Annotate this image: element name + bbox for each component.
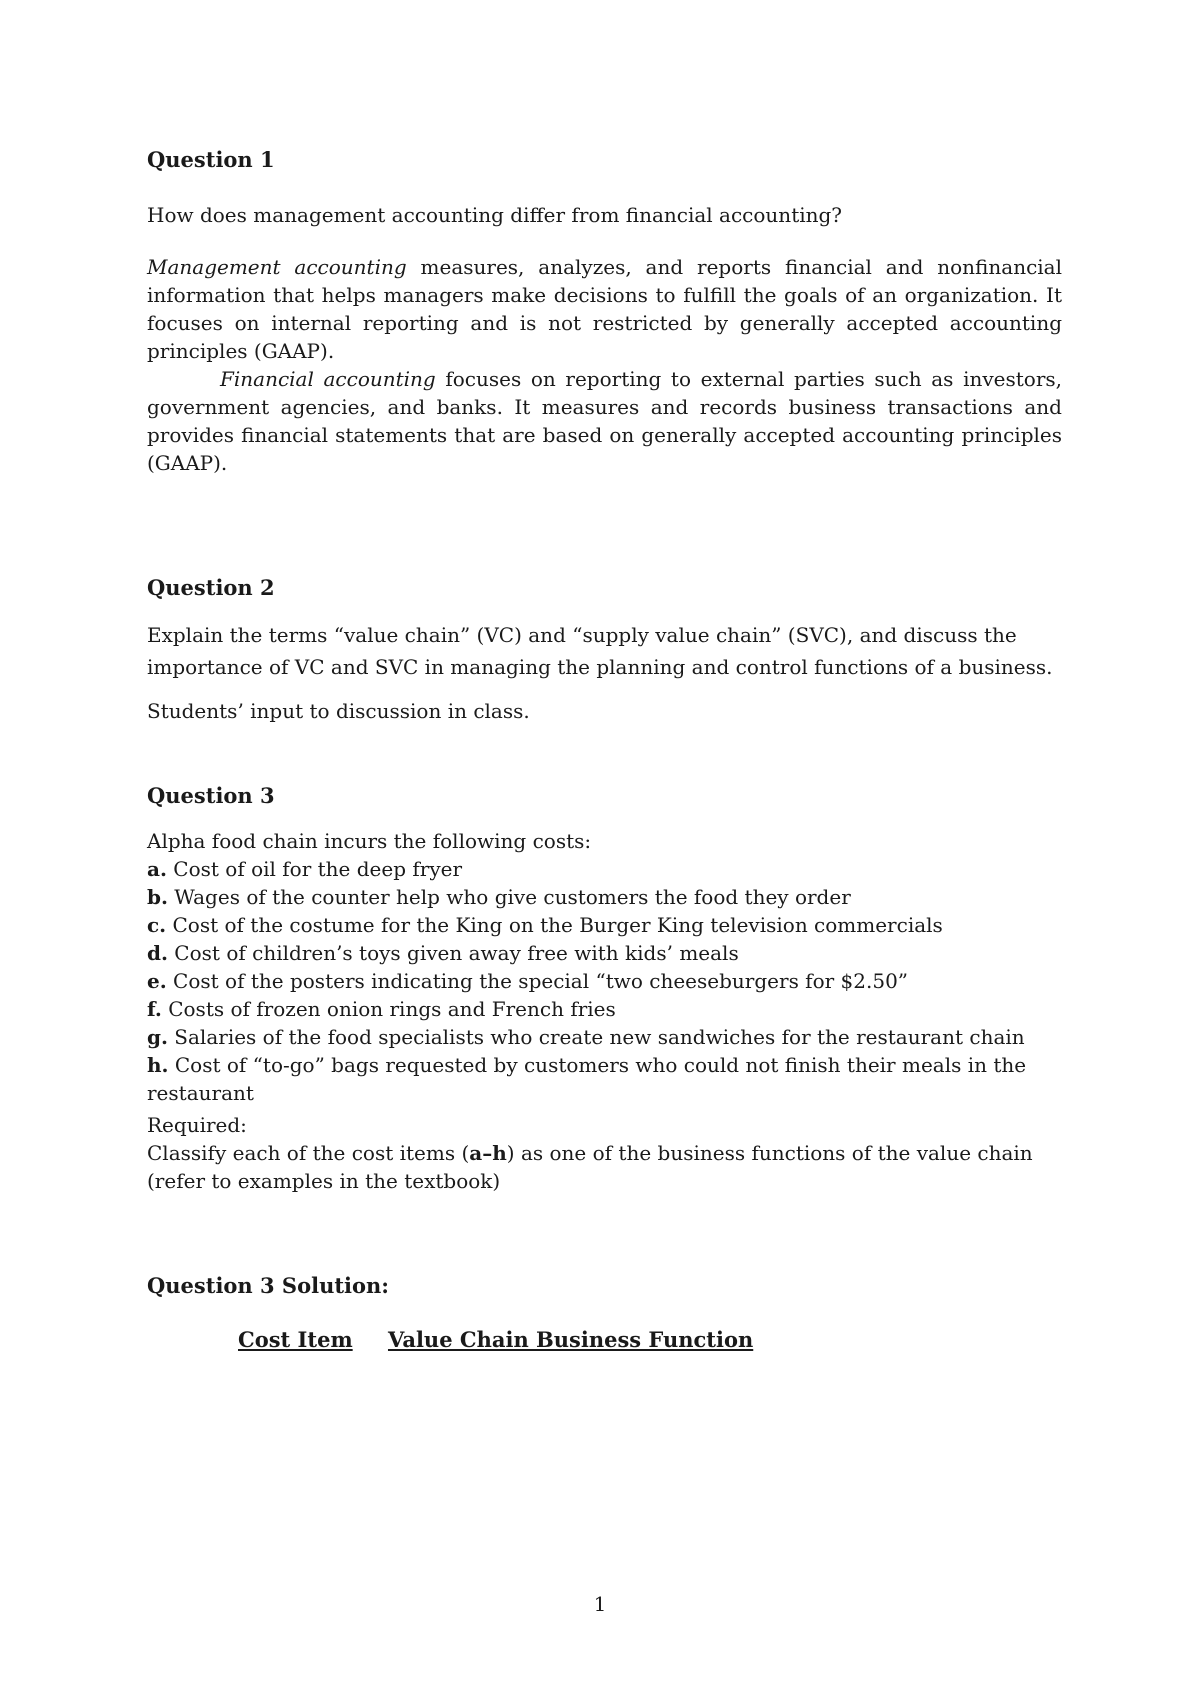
cost-item-text: Cost of oil for the deep fryer bbox=[166, 857, 463, 881]
cost-item-letter: d. bbox=[147, 941, 168, 965]
question-2-text: Explain the terms “value chain” (VC) and “supply value chain” (SVC), and discuss the importance of VC and SVC in managing the planning and control functions of a business. bbox=[147, 623, 1053, 679]
cost-item bbox=[147, 1023, 1062, 1051]
cost-item bbox=[147, 967, 1062, 995]
cost-item bbox=[147, 939, 1062, 967]
question-1-answer-financial bbox=[147, 365, 1062, 477]
question-2-answer: Students’ input to discussion in class. bbox=[147, 699, 530, 723]
column-header-cost-item: Cost Item bbox=[238, 1327, 353, 1352]
required-instruction bbox=[147, 1139, 1062, 1195]
financial-accounting-definition: focuses on reporting to external parties such as investors, government agencies, and banks. It measures and records business transactions and provides financial statements that are based on generally accepted accounting principles (GAAP). bbox=[147, 367, 1062, 475]
management-accounting-definition: measures, analyzes, and reports financial and nonfinancial information that helps managers make decisions to fulfill the goals of an organization. It focuses on internal reporting and is not restricted by generally accepted accounting principles (GAAP). bbox=[147, 255, 1062, 363]
solution-heading: Question 3 Solution: bbox=[147, 1273, 390, 1298]
required-label: Required: bbox=[147, 1113, 247, 1137]
cost-item-letter: b. bbox=[147, 885, 168, 909]
cost-item-letter: a. bbox=[147, 857, 167, 881]
cost-item-text: Costs of frozen onion rings and French fries bbox=[161, 997, 616, 1021]
question-1-text: How does management accounting differ from financial accounting? bbox=[147, 203, 843, 227]
cost-item-letter: h. bbox=[147, 1053, 169, 1077]
term-management-accounting: Management accounting bbox=[147, 255, 407, 279]
cost-items-list bbox=[147, 855, 1062, 1107]
cost-item bbox=[147, 883, 1062, 911]
cost-item bbox=[147, 855, 1062, 883]
cost-item bbox=[147, 1051, 1062, 1107]
cost-item-text: Cost of children’s toys given away free with kids’ meals bbox=[167, 941, 739, 965]
cost-item-letter: c. bbox=[147, 913, 167, 937]
cost-item-text: Cost of the posters indicating the special “two cheeseburgers for $2.50” bbox=[166, 969, 909, 993]
cost-item-text: Salaries of the food specialists who create new sandwiches for the restaurant chain bbox=[167, 1025, 1025, 1049]
cost-item-letter: e. bbox=[147, 969, 167, 993]
required-text-post: ) as one of the business functions of the value chain (refer to examples in the textbook) bbox=[147, 1141, 1033, 1193]
cost-item bbox=[147, 995, 1062, 1023]
cost-item-letter: f. bbox=[147, 997, 162, 1021]
cost-item-text: Cost of the costume for the King on the Burger King television commercials bbox=[166, 913, 943, 937]
cost-item-text: Wages of the counter help who give customers the food they order bbox=[167, 885, 851, 909]
solution-table-header bbox=[147, 1325, 1062, 1355]
question-3-intro: Alpha food chain incurs the following costs: bbox=[147, 829, 592, 853]
cost-item bbox=[147, 911, 1062, 939]
question-3-heading: Question 3 bbox=[147, 783, 275, 808]
required-range: a–h bbox=[469, 1141, 507, 1165]
cost-item-text: Cost of “to-go” bags requested by customers who could not finish their meals in the restaurant bbox=[147, 1053, 1027, 1105]
page-number: 1 bbox=[593, 1592, 607, 1616]
term-financial-accounting: Financial accounting bbox=[220, 367, 436, 391]
question-2-heading: Question 2 bbox=[147, 575, 275, 600]
question-1-answer-management bbox=[147, 253, 1062, 365]
required-text-pre: Classify each of the cost items ( bbox=[147, 1141, 470, 1165]
page-content bbox=[147, 145, 1062, 1355]
cost-item-letter: g. bbox=[147, 1025, 168, 1049]
column-header-value-chain-function: Value Chain Business Function bbox=[387, 1327, 754, 1352]
question-1-heading: Question 1 bbox=[147, 147, 275, 172]
